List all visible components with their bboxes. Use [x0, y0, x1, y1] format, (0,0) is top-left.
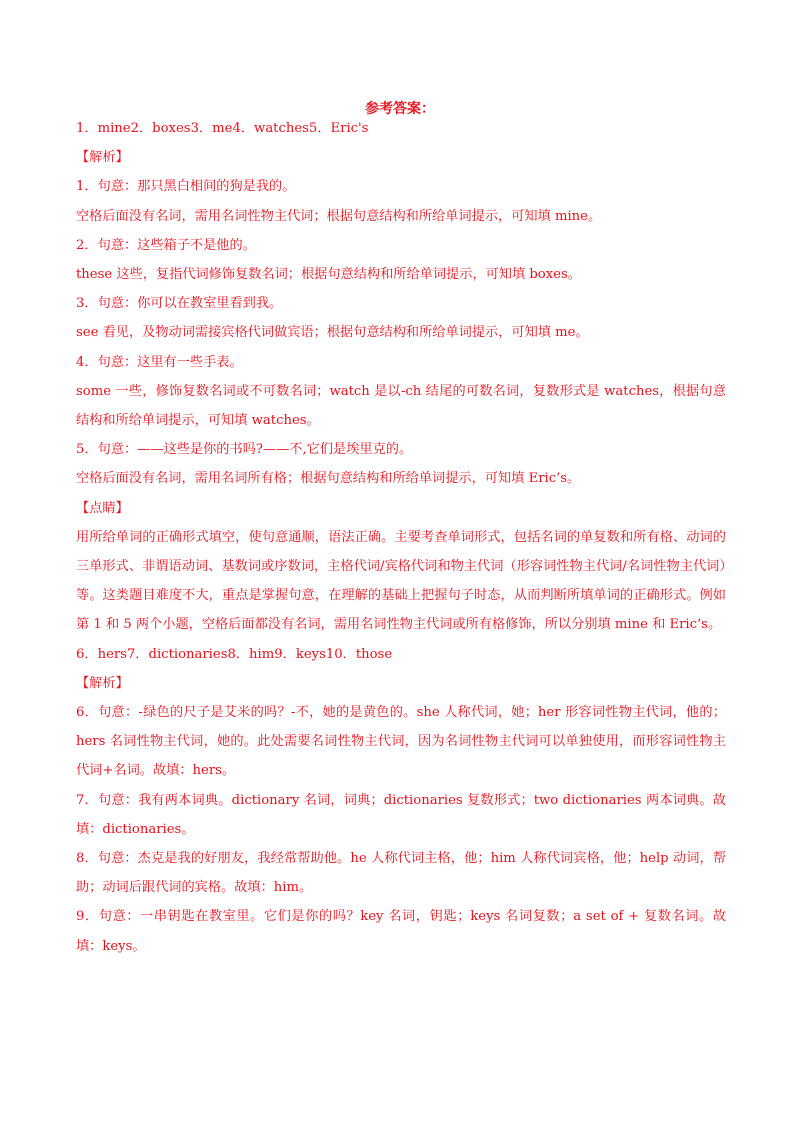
explanation-line: 4．句意：这里有一些手表。 [76, 354, 243, 370]
explanation-paragraph: 8．句意：杰克是我的好朋友，我经常帮助他。he 人称代词主格，他；him 人称代词宾格，他；help 动词，帮助；动词后跟代词的宾格。故填：him。 [76, 851, 726, 896]
explanation-line: 空格后面没有名词，需用名词所有格；根据句意结构和所给单词提示，可知填 Eric’s。 [76, 471, 581, 487]
explanation-line: 1．句意：那只黑白相间的狗是我的。 [76, 179, 296, 195]
explanation-line: see 看见，及物动词需接宾格代词做宾语；根据句意结构和所给单词提示，可知填 me。 [76, 325, 589, 341]
explanation-paragraph: 7．句意：我有两本词典。dictionary 名词，词典；dictionaries 复数形式；two dictionaries 两本词典。故填：dictionaries。 [76, 792, 726, 837]
explanation-line: 2．句意：这些箱子不是他的。 [76, 237, 256, 253]
answer-content [76, 114, 726, 961]
explanation-line: these 这些，复指代词修饰复数名词；根据句意结构和所给单词提示，可知填 boxes。 [76, 267, 581, 283]
section-tag: 【解析】 [76, 150, 129, 166]
section-tag: 【解析】 [76, 675, 129, 691]
answer-key-line: 6．hers7．dictionaries8．him9．keys10．those [76, 646, 393, 662]
answer-key-line: 1．mine2．boxes3．me4．watches5．Eric's [76, 121, 369, 136]
explanation-paragraph: 用所给单词的正确形式填空，使句意通顺，语法正确。主要考查单词形式，包括名词的单复数和所有格、动词的三单形式、非谓语动词、基数词或序数词，主格代词/宾格代词和物主代词（形容词性物主代词/名词性物主代词）等。这类题目难度不大，重点是掌握句意，在理解的基础上把握句子时态，从而判断所填单词的正确形式。例如第 1 和 5 两个小题，空格后面都没有名词，需用名词性物主代词或所有格修饰，所以分别填 mine 和 Eric’s。 [76, 529, 726, 633]
page-title: 参考答案： [365, 101, 435, 117]
explanation-line: 5．句意：——这些是你的书吗?——不,它们是埃里克的。 [76, 442, 413, 458]
explanation-paragraph: some 一些，修饰复数名词或不可数名词；watch 是以-ch 结尾的可数名词，复数形式是 watches，根据句意结构和所给单词提示，可知填 watches。 [76, 383, 726, 429]
explanation-line: 空格后面没有名词，需用名词性物主代词；根据句意结构和所给单词提示，可知填 mine。 [76, 208, 602, 224]
explanation-line: 3．句意：你可以在教室里看到我。 [76, 296, 283, 312]
section-tag: 【点睛】 [76, 500, 129, 516]
explanation-paragraph: 6．句意：-绿色的尺子是艾米的吗？-不，她的是黄色的。she 人称代词，她；her 形容词性物主代词，他的；hers 名词性物主代词，她的。此处需要名词性物主代词，因为名词性物主代词可以单独使用，而形容词性物主代词+名词。故填：hers。 [76, 705, 726, 779]
explanation-paragraph: 9．句意：一串钥匙在教室里。它们是你的吗？key 名词，钥匙；keys 名词复数；a set of + 复数名词。故填：keys。 [76, 909, 726, 954]
